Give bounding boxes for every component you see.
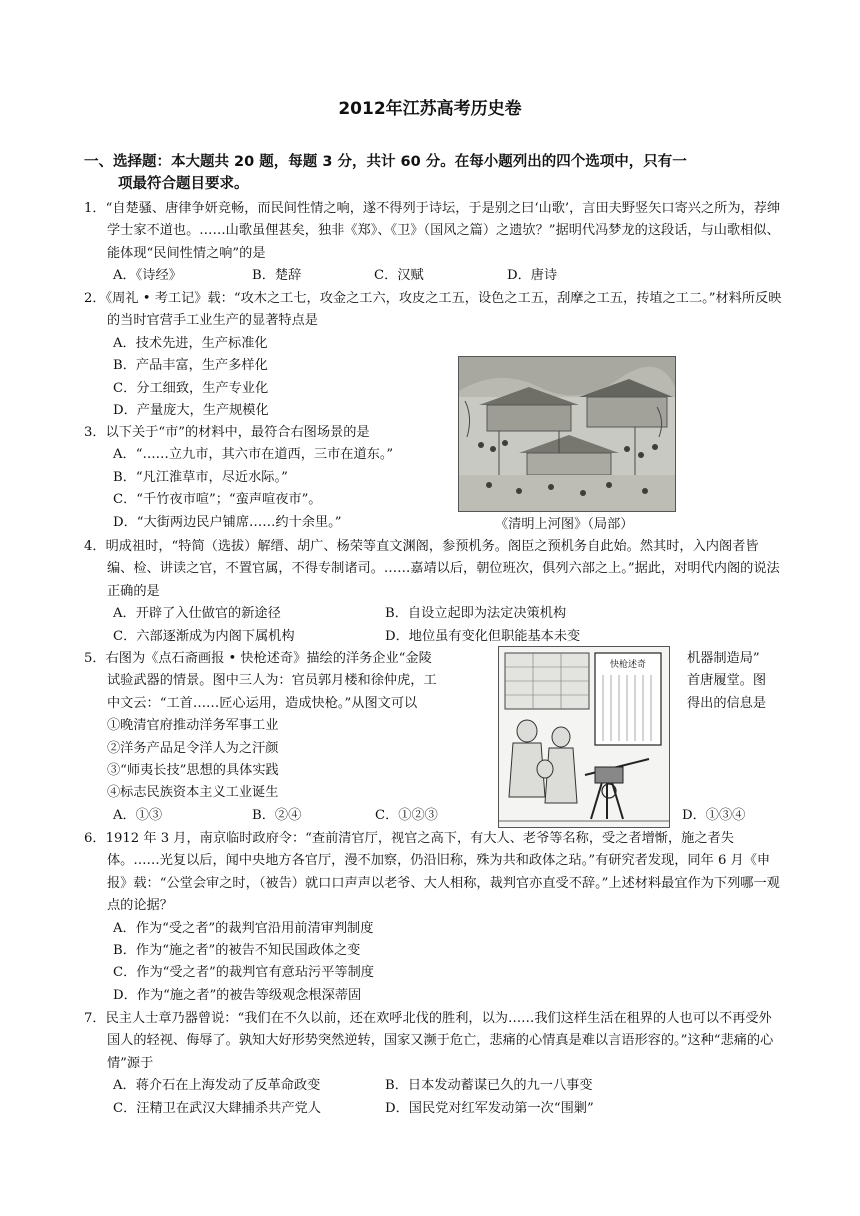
question-4-options [84,603,784,648]
question-2-option-b: B．产品丰富，生产多样化 [113,358,268,374]
question-7-option-a: A．蒋介石在上海发动了反革命政变 [113,1078,321,1094]
question-4 [84,536,784,648]
question-2-options [84,333,784,423]
question-1-option-b: B．楚辞 [252,268,302,284]
question-5-stem-right-3: 得出的信息是 [687,695,767,711]
question-7-stem: 7．民主人士章乃器曾说：“我们在不久以前，还在欢呼北伐的胜利，以为……我们这样生活在租界的人也可以不再受外国人的轻视、侮辱了。孰知大好形势突然逆转，国家又濒于危亡，悲痛的心情真是难以言语形容的。”这种“悲痛的心情”源于 [84,1011,774,1071]
question-5 [84,648,784,827]
question-4-option-c: C．六部逐渐成为内阁下属机构 [113,628,295,644]
question-5-stem-left-3: 中文云：“工首……匠心运用，造成快枪。”从图文可以 [107,695,418,711]
question-6-option-d: D．作为“施之者”的被告等级观念根深蒂固 [113,987,362,1003]
question-5-item-1: ①晚清官府推动洋务军事工业 [107,718,279,734]
question-2-option-c: C．分工细致，生产专业化 [113,380,269,396]
question-5-option-d: D．①③④ [682,807,746,823]
question-3-stem: 3．以下关于“市”的材料中，最符合右图场景的是 [84,425,370,440]
section-heading-line2: 项最符合题目要求。 [118,176,249,192]
question-7-option-d: D．国民党对红军发动第一次“围剿” [385,1100,594,1116]
question-4-option-d: D．地位虽有变化但职能基本未变 [385,628,581,644]
question-5-stem-left-2: 试验武器的情景。图中三人为：官员郭月楼和徐仲虎，工 [107,673,437,689]
qingming-painting-caption: 《清明上河图》（局部） [495,517,634,532]
question-7-options [84,1075,784,1120]
question-6-stem: 6．1912 年 3 月，南京临时政府令：“查前清官厅，视官之高下，有大人、老爷等名称，受之者增惭，施之者失体。……光复以后，闻中央地方各官厅，漫不加察，仍沿旧称，殊为共和政体之玷。”有研究者发现，同年 6 月《申报》载：“公堂会审之时，（被告）就口口声声以老爷、大人相称，裁判官亦直受不辞。”上述材料最宜作为下列哪一观点的论据？ [84,831,780,914]
question-3-option-c: C．“千竹夜市喧”；“蛮声喧夜市”。 [113,492,322,508]
plaque-title: 快枪述奇 [609,660,647,670]
gun-test-drawing [499,647,669,827]
question-1 [84,198,784,288]
question-2-stem: 2．《周礼 • 考工记》载：“攻木之工七，攻金之工六，攻皮之工五，设色之工五，刮摩之工五，抟埴之工二。”材料所反映的当时官营手工业生产的显著特点是 [84,291,782,329]
question-7 [84,1008,784,1120]
gun-test-illustration [498,646,670,828]
question-5-option-a: A．①③ [113,807,163,823]
question-4-option-a: A．开辟了入仕做官的新途径 [113,606,281,622]
question-5-option-c: C．①②③ [375,807,438,823]
question-5-stem-left-1: 5．右图为《点石斋画报 • 快枪述奇》描绘的洋务企业“金陵 [84,651,432,666]
question-3 [84,422,784,534]
question-2-option-a: A．技术先进，生产标准化 [113,335,268,351]
question-5-item-4: ④标志民族资本主义工业诞生 [107,785,279,801]
question-5-item-2: ②洋务产品足令洋人为之汗颜 [107,740,279,756]
question-2 [84,288,784,422]
question-6-option-a: A．作为“受之者”的裁判官沿用前清审判制度 [113,920,374,936]
question-4-option-b: B．自设立起即为法定决策机构 [385,606,567,622]
question-3-option-b: B．“凡江淮草市，尽近水际。” [113,469,288,485]
question-1-option-a: A．《诗经》 [113,268,182,284]
question-4-stem: 4．明成祖时，“特简（选拔）解缙、胡广、杨荣等直文渊阁，参预机务。阁臣之预机务自此始。然其时，入内阁者皆编、检、讲读之官，不置官属，不得专制诸司。……嘉靖以后，朝位班次，俱列六部之上。”据此，对明代内阁的说法正确的是 [84,539,780,599]
question-6-options [84,918,784,1008]
question-1-stem: 1．“自楚骚、唐律争妍竞畅，而民间性情之响，遂不得列于诗坛，于是别之曰‘山歌’，言田夫野竖矢口寄兴之所为，荐绅学士家不道也。……山歌虽俚甚矣，独非《郑》、《卫》（国风之篇）之遗欤？”据明代冯梦龙的这段话，与山歌相似、能体现“民间性情之响”的是 [84,201,781,261]
question-6-option-c: C．作为“受之者”的裁判官有意玷污平等制度 [113,965,374,981]
question-6-option-b: B．作为“施之者”的被告不知民国政体之变 [113,943,361,959]
question-1-option-c: C．汉赋 [374,268,424,284]
question-1-options [84,265,784,287]
page-title: 2012年江苏高考历史卷 [338,99,522,119]
section-heading-line1: 一、选择题：本大题共 20 题，每题 3 分，共计 60 分。在每小题列出的四个选项中，只有一 [84,154,687,170]
question-2-option-d: D．产量庞大，生产规模化 [113,403,269,419]
question-5-items [84,715,784,805]
question-1-option-d: D．唐诗 [507,268,558,284]
question-5-stem-right-2: 首唐履堂。图 [687,673,767,689]
question-7-option-b: B．日本发动蓄谋已久的九一八事变 [385,1078,593,1094]
question-7-option-c: C．汪精卫在武汉大肆捕杀共产党人 [113,1100,321,1116]
question-6 [84,828,784,1007]
section-heading [84,151,784,195]
question-5-line2 [84,670,784,692]
question-5-option-b: B．②④ [252,807,302,823]
question-5-options [84,805,784,827]
question-3-option-d: D．“大街两边民户铺席……约十余里。” [113,514,342,530]
question-3-options [84,444,784,534]
question-5-stem-right-1: 机器制造局” [687,651,760,666]
question-5-line3 [84,693,784,715]
question-5-item-3: ③“师夷长技”思想的具体实践 [107,762,279,778]
question-5-line1 [84,648,784,670]
question-3-option-a: A．“……立九市，其六市在道西，三市在道东。” [113,447,394,463]
